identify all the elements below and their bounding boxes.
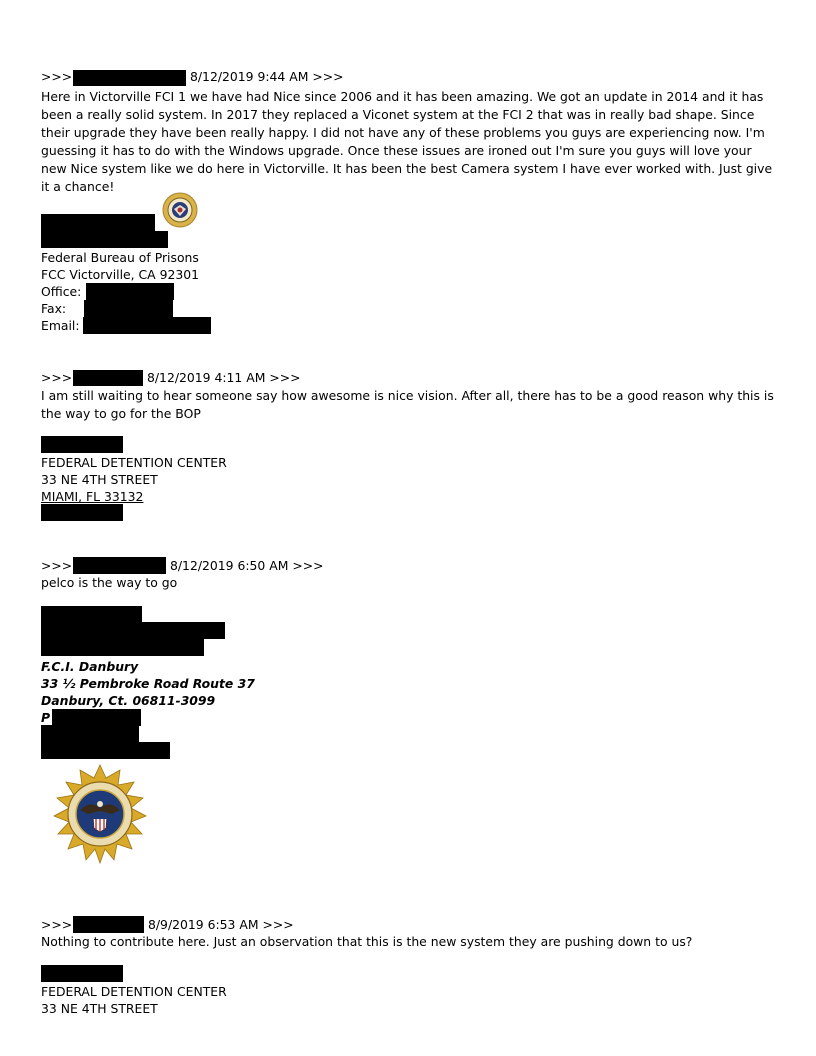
message-body: Here in Victorville FCI 1 we have had Nice since 2006 and it has been amazing. We got an update in 2014 and it has been a really solid system. In 2017 they replaced a Viconet system at the FCI 2 that was in really bad shape. Since their upgrade they have been really happy. I did not have any of these problems you guys are experiencing now. I'm guessing it has to do with the Windows upgrade. Once these issues are ironed out I'm sure you guys will love your new Nice system like we do here in Victorville. It has been the best Camera system I have ever worked with. Just give it a chance! <box>41 89 773 194</box>
signature-office-label: Office: <box>41 284 82 299</box>
signature-street: 33 NE 4TH STREET <box>41 472 158 487</box>
redacted-title <box>41 622 225 639</box>
reply-prefix: >>> <box>41 558 73 573</box>
message-timestamp: 8/9/2019 6:53 AM >>> <box>148 917 294 932</box>
signature-street: 33 NE 4TH STREET <box>41 1001 158 1016</box>
redacted-contact <box>41 504 123 521</box>
redacted-name <box>41 606 142 623</box>
message-timestamp: 8/12/2019 6:50 AM >>> <box>170 558 324 573</box>
redacted-title <box>41 231 168 248</box>
reply-prefix: >>> <box>41 917 73 932</box>
message-body: Nothing to contribute here. Just an observation that this is the new system they are pushing down to us? <box>41 934 693 949</box>
signature-city: MIAMI, FL 33132 <box>41 489 144 504</box>
reply-prefix: >>> <box>41 69 73 84</box>
message-body: I am still waiting to hear someone say how awesome is nice vision. After all, there has to be a good reason why this is the way to go for the BOP <box>41 388 774 421</box>
redacted-name <box>41 214 155 232</box>
redacted-name <box>41 965 123 982</box>
redacted-sender <box>73 70 186 86</box>
signature-phone-label: P <box>41 710 51 725</box>
redacted-fax <box>41 725 139 742</box>
redacted-dept <box>41 639 204 656</box>
signature-street: 33 ½ Pembroke Road Route 37 <box>41 676 255 691</box>
signature-email-label: Email: <box>41 318 80 333</box>
signature-org: F.C.I. Danbury <box>41 659 139 674</box>
redacted-email <box>83 317 211 334</box>
redacted-email <box>41 742 170 759</box>
signature-city: Danbury, Ct. 06811-3099 <box>41 693 216 708</box>
redacted-sender <box>73 916 144 933</box>
doj-bop-seal-icon <box>50 764 150 864</box>
redacted-sender <box>73 557 166 574</box>
message-header-1 <box>41 69 72 84</box>
message-body: pelco is the way to go <box>41 575 178 590</box>
redacted-phone <box>52 709 141 726</box>
redacted-name <box>41 436 123 453</box>
signature-fax-label: Fax: <box>41 301 67 316</box>
reply-prefix: >>> <box>41 370 73 385</box>
signature-org: FEDERAL DETENTION CENTER <box>41 984 227 999</box>
redacted-fax <box>84 300 173 317</box>
signature-location: FCC Victorville, CA 92301 <box>41 267 200 282</box>
signature-org: FEDERAL DETENTION CENTER <box>41 455 227 470</box>
redacted-sender <box>73 370 143 386</box>
redacted-office <box>86 283 174 300</box>
message-timestamp: 8/12/2019 4:11 AM >>> <box>147 370 301 385</box>
message-timestamp: 8/12/2019 9:44 AM >>> <box>190 69 344 84</box>
signature-org: Federal Bureau of Prisons <box>41 250 199 265</box>
bop-seal-icon <box>162 192 198 228</box>
